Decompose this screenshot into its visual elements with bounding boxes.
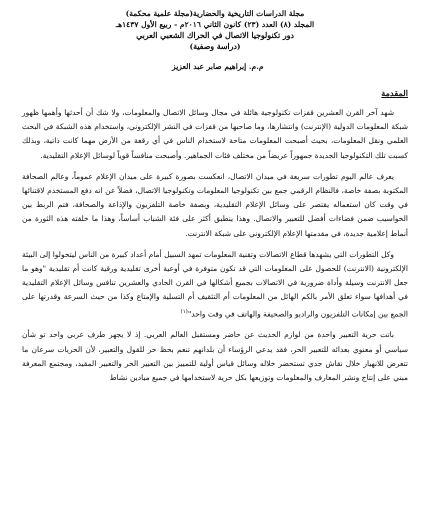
article-title: دور تكنولوجيا الاتصال في الحراك الشعبي العربي bbox=[136, 31, 294, 40]
article-subtitle: (دراسة وصفية) bbox=[189, 42, 241, 51]
section-heading: المقدمة bbox=[381, 88, 408, 98]
paragraph-2: يعرف عالم اليوم تطورات سريعة في ميدان الاتصال، انعكست بصورة كبيرة على ميدان الإعلام عموماً، وعالم الصحافة المكتوبة بصفة خاصة، فالنظام الرقمي جمع بين تكنولوجيا المعلومات وتكنولوجيا الاتصال، فضلاً عن انه دفع المستخدم لاقتنائها في وقت كان استعماله يقتصر على وسائل الإعلام التقليدية، وبصفة خاصة التلفزيون والإذاعة والصحافة، فتم الربط بين الحواسيب ضمن فضاءات أفضل للتعبير والاتصال. وهذا ينطبق أكثر على فئة الشباب أساساً، وهذا ما خلقته هذه الثورة من أنماط إعلامية جديدة، في مقدمتها الإعلام الإلكتروني على شبكة الانترنت. bbox=[22, 171, 408, 238]
author-name: م.م. إبراهيم صابر عبد العزيز bbox=[172, 62, 264, 71]
paragraph-4: باتت حرية التعبير واحدة من لوازم الحديث عن حاضر ومستقبل العالم العربي. إذ لا يجهر طرف عربي واحد تو شأن سياسي أو معنوي بعدائه للتعبير الحر، فقد يدعي الرؤساء أن بلدانهم تنعم بحظ حر للقول والتعبير، لأن الحريات سرعان ما تتعرض للانهيار خلال نقاش جدي تستحضر خلاله وسائل قياس أولية للتمييز بين التعبير الحر والتعبير المقيد، ومجتمع المعرفة مبني على إنتاج ونشر المعارف والمعلومات وتوزيعها بكل حرية لاستخدامها في جميع ميادين نشاط bbox=[22, 330, 408, 382]
paragraph-3 bbox=[22, 248, 408, 322]
journal-name: مجلة الدراسات التاريخية والحضارية(مجلة علمية محكمة) bbox=[125, 9, 305, 18]
paragraph-3-text: وكل التطورات التي يشهدها قطاع الاتصالات وتقنية المعلومات تمهد السبيل أمام أعداد كبيرة من الناس ليتحولوا إلى البيئة الإلكترونية (الانترنت) للحصول على المعلومات التي قد تكون متوفرة في أوعية أخرى تقليدية ورقية كانت أم تقليدية "وهو ما جعل الانترنت وسيلة وأداة ضرورية في الاتصالات بجميع أشكالها في القرن الحادي والعشرين تنافس وسائل الإعلام التقليدية في أهدافها سواء تعلق الأمر بالكم الهائل من المعلومات أم التثقيف أم التسلية والإمتاع وكذا من حيث السرعة وقدرتها على الجمع بين إمكانات التلفزيون والراديو والصحيفة والهاتف في وقت واحد" bbox=[22, 249, 408, 319]
article-body bbox=[22, 106, 408, 385]
footnote-reference: (١) bbox=[180, 308, 188, 315]
paragraph-1: شهد آخر القرن العشرين قفزات تكنولوجية هائلة في مجال وسائل الاتصال والمعلومات، ولا شك أن أحدثها وأهمها ظهور شبكة المعلومات الدولية (الإنترنت) وانتشارها، وما صاحبها من قفزات في النشر الإلكتروني، واستخدام هذه الشبكة في البحث العلمي ونقل المعلومات، بحيث أصبحت المعلومات متاحة لاستخدام الناس في أي رقعة من الأرض مهما كانت ذاتية، وبذلك كسبت تلك التكنولوجيا الجديدة جمهوراً عريضاً من مختلف فئات الجماهير. وأصبحت منافساً قوياً لوسائل الإعلام التقليدية. bbox=[22, 108, 408, 160]
journal-header bbox=[22, 8, 408, 52]
issue-info: المجلد (٨) العدد (٢٣) كانون الثاني ٢٠١٦م - ربيع الأول ١٤٣٧هـ bbox=[115, 20, 315, 29]
